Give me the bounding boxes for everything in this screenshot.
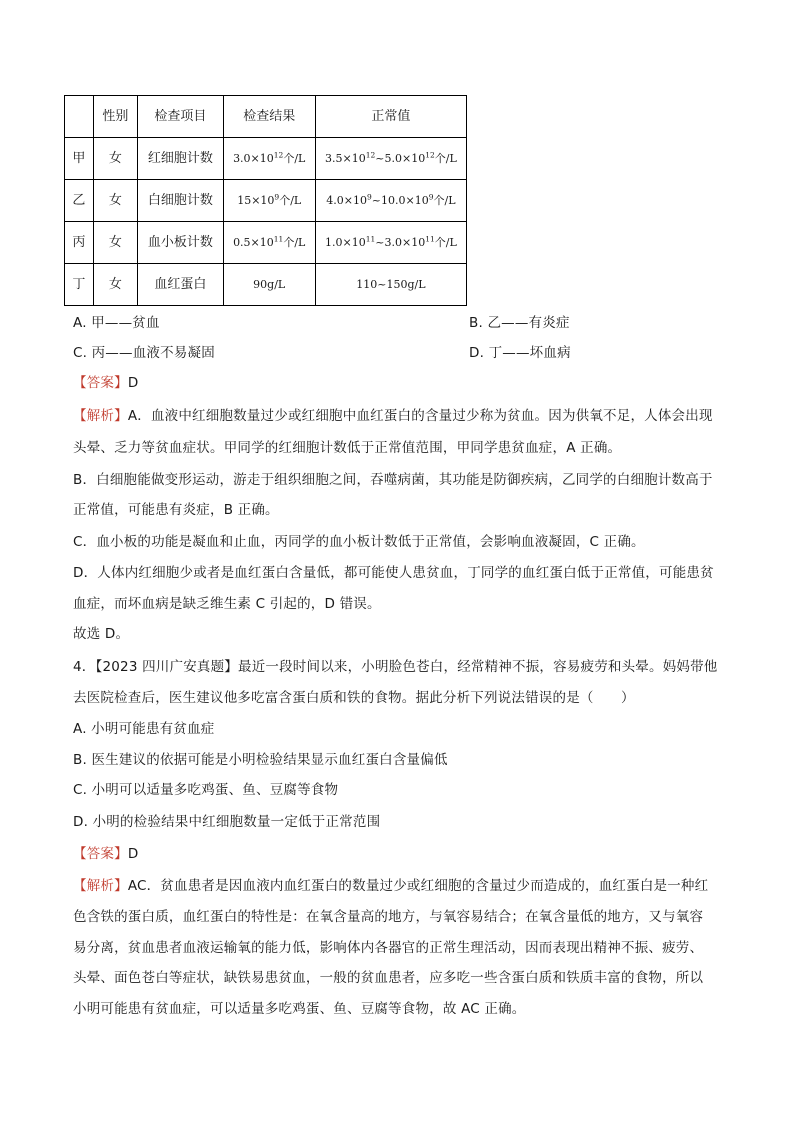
header-cell: 性别: [93, 96, 137, 138]
q3-option-d: D. 丁——坏血病: [469, 345, 571, 361]
table-header-row: [65, 96, 467, 138]
header-cell: 检查项目: [138, 96, 224, 138]
q4-analysis-line: 易分离，贫血患者血液运输氧的能力低，影响体内各器官的正常生理活动，因而表现出精神不振、疲劳、: [73, 940, 704, 956]
question-source: 【2023 四川广安真题】: [95, 659, 238, 675]
q4-option-c: C. 小明可以适量多吃鸡蛋、鱼、豆腐等食物: [73, 782, 339, 798]
normal-cell: $1.0\times 10^{11}\sim 3.0\times 10^{11}$个/L: [315, 222, 466, 264]
q3-analysis-line: 正常值，可能患有炎症，B 正确。: [73, 502, 279, 518]
q4-analysis-line: 小明可能患有贫血症，可以适量多吃鸡蛋、鱼、豆腐等食物，故 AC 正确。: [73, 1001, 526, 1017]
person-cell: 乙: [65, 180, 94, 222]
q3-analysis-line: C．血小板的功能是凝血和止血，丙同学的血小板计数低于正常值，会影响血液凝固，C 正确。: [73, 534, 645, 550]
table-row: [65, 138, 467, 180]
q4-option-b: B. 医生建议的依据可能是小明检验结果显示血红蛋白含量偏低: [73, 752, 448, 768]
blood-test-table: [64, 95, 467, 306]
sex-cell: 女: [93, 138, 137, 180]
table-row: [65, 180, 467, 222]
q4-analysis-line: 色含铁的蛋白质，血红蛋白的特性是：在氧含量高的地方，与氧容易结合；在氧含量低的地方，又与氧容: [73, 909, 704, 925]
q3-analysis-line: 血症，而坏血病是缺乏维生素 C 引起的，D 错误。: [73, 596, 381, 612]
table-row: [65, 222, 467, 264]
answer-tag: 【答案】: [73, 375, 128, 391]
q4-answer: [73, 844, 753, 864]
normal-cell: $4.0\times 10^9\sim 10.0\times 10^9$个/L: [315, 180, 466, 222]
q3-conclusion: 故选 D。: [73, 626, 130, 642]
item-cell: 红细胞计数: [138, 138, 224, 180]
result-cell: $15\times 10^9$个/L: [223, 180, 315, 222]
normal-cell: $3.5\times 10^{12}\sim 5.0\times 10^{12}$个/L: [315, 138, 466, 180]
item-cell: 血小板计数: [138, 222, 224, 264]
q3-option-row-1: [73, 313, 753, 333]
analysis-tag: 【解析】: [73, 408, 128, 424]
result-cell: 90g/L: [223, 264, 315, 306]
answer-value: D: [127, 846, 139, 862]
answer-tag: 【答案】: [73, 846, 128, 862]
q4-analysis-line: 【解析】AC．贫血患者是因血液内血红蛋白的数量过少或红细胞的含量过少而造成的，血红蛋白是一种红: [73, 878, 709, 894]
sex-cell: 女: [93, 222, 137, 264]
sex-cell: 女: [93, 180, 137, 222]
q4-stem-line: 去医院检查后，医生建议他多吃富含蛋白质和铁的食物。据此分析下列说法错误的是（ ）: [73, 690, 635, 706]
result-cell: $3.0\times 10^{12}$个/L: [223, 138, 315, 180]
q3-option-c: C. 丙——血液不易凝固: [73, 345, 215, 361]
answer-value: D: [127, 375, 139, 391]
person-cell: 丙: [65, 222, 94, 264]
q4-option-d: D. 小明的检验结果中红细胞数量一定低于正常范围: [73, 814, 381, 830]
q3-analysis-line: B．白细胞能做变形运动，游走于组织细胞之间，吞噬病菌，其功能是防御疾病，乙同学的白细胞计数高于: [73, 472, 713, 488]
q3-analysis-line: 头晕、乏力等贫血症状。甲同学的红细胞计数低于正常值范围，甲同学患贫血症，A 正确。: [73, 440, 622, 456]
item-cell: 白细胞计数: [138, 180, 224, 222]
result-cell: $0.5\times 10^{11}$个/L: [223, 222, 315, 264]
header-cell: 正常值: [315, 96, 466, 138]
header-cell: 检查结果: [223, 96, 315, 138]
q3-answer: [73, 373, 753, 393]
q3-option-a: A. 甲——贫血: [73, 315, 160, 331]
analysis-tag: 【解析】: [73, 878, 128, 894]
item-cell: 血红蛋白: [138, 264, 224, 306]
q4-option-a: A. 小明可能患有贫血症: [73, 721, 215, 737]
person-cell: 甲: [65, 138, 94, 180]
q4-analysis-line: 头晕、面色苍白等症状，缺铁易患贫血，一般的贫血患者，应多吃一些含蛋白质和铁质丰富的食物，所以: [73, 970, 704, 986]
normal-cell: 110~150g/L: [315, 264, 466, 306]
person-cell: 丁: [65, 264, 94, 306]
question-number: 4．: [73, 659, 96, 675]
sex-cell: 女: [93, 264, 137, 306]
q3-analysis-line: D．人体内红细胞少或者是血红蛋白含量低，都可能使人患贫血，丁同学的血红蛋白低于正常值，可能患贫: [73, 565, 714, 581]
q3-analysis-line: 【解析】A．血液中红细胞数量过少或红细胞中血红蛋白的含量过少称为贫血。因为供氧不足，人体会出现: [73, 408, 713, 424]
q3-option-row-2: [73, 343, 753, 363]
q4-stem-line: 4．【2023 四川广安真题】最近一段时间以来，小明脸色苍白，经常精神不振，容易疲劳和头晕。妈妈带他: [73, 659, 718, 675]
table-row: [65, 264, 467, 306]
header-cell: [65, 96, 94, 138]
q3-option-b: B. 乙——有炎症: [469, 315, 570, 331]
